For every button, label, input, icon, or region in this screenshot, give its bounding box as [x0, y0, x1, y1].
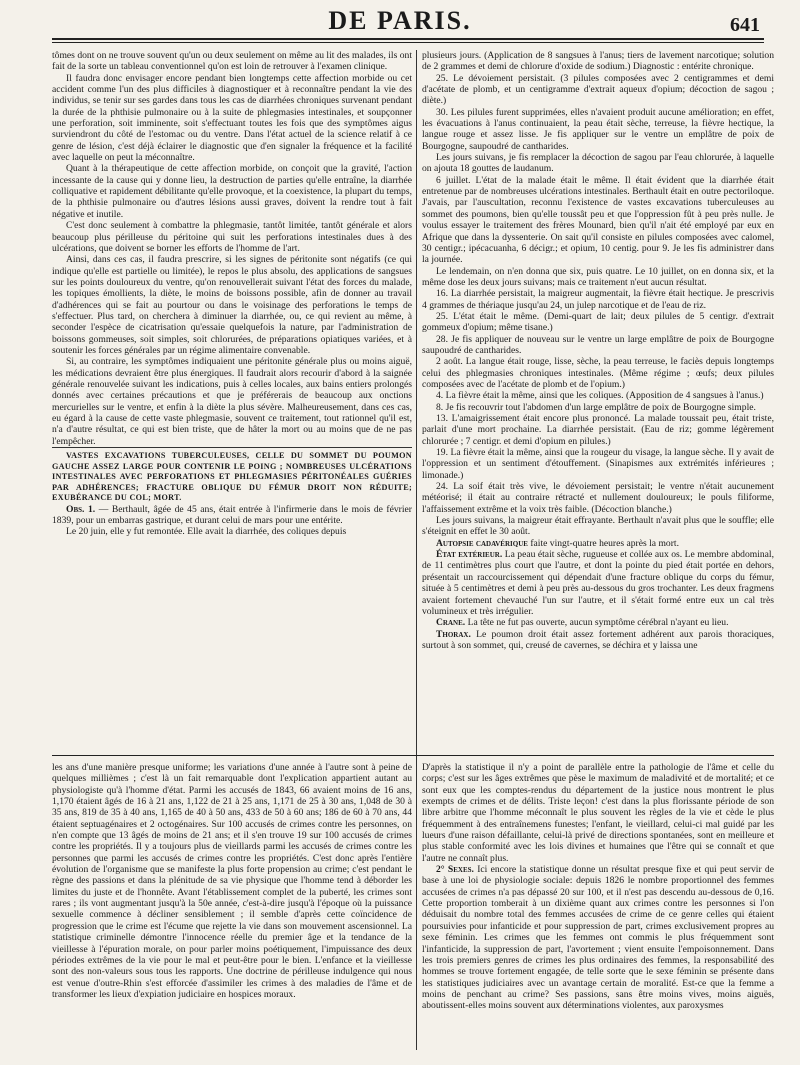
sexes-text: Ici encore la statistique donne un résultat presque fixe et qui peut servir de base à une loi de physiologie sociale: depuis 1826 le nombre proportionnel des femmes accusées de crimes n'a pas dépassé 20 sur 100, et il n'est pas descendu au-dessous de 0,16. Cette proportion tomberait à un dixième quant aux crimes contre les personnes si l'on déduisait du nombre total des femmes accusées de crime de ce genre celles qui étaient poursuivies pour infanticide et pour suppression de part, crimes exclusivement propres au sexe féminin. Les crimes que les femmes ont commis le plus fréquemment sont l'infanticide, la suppression de part, l'avortement ; vient ensuite l'empoisonnement. Dans les trois premiers genres de crimes les plus ordinaires des femmes, la responsabilité des hommes se trouve fortement engagée, de telle sorte que le sexe féminin se présente dans les statistiques judiciaires avec un avantage certain de moralité. Est-ce que la femme a moins de penchant au crime? Ses passions, sans être moins vives, moins aiguës, aboutissent-elles moins souvent aux déterminations violentes, aux paroxysmes	[422, 864, 774, 1012]
sexes-paragraph	[422, 864, 774, 1011]
observation-label: Obs. 1.	[66, 503, 96, 515]
exterior-label: État extérieur.	[436, 549, 503, 561]
paragraph: Le 20 juin, elle y fut remontée. Elle avait la diarrhée, des coliques depuis	[66, 526, 347, 538]
paragraph: 2 août. La langue était rouge, lisse, sèche, la peau terreuse, le faciès depuis longtemps celui des phlegmasies chroniques intestinales. (Même régime ; œufs; deux pilules composées avec de l'acétate de plomb et de l'opium.)	[422, 356, 774, 390]
paragraph: 19. La fièvre était la même, ainsi que la rougeur du visage, la langue sèche. Il y avait de l'oppression et un sentiment d'étouffement. (Sinapismes aux extrémités inférieures ; limonade.)	[422, 447, 774, 481]
thorax-label: Thorax.	[436, 628, 471, 640]
bottom-right-column	[422, 762, 774, 1062]
paragraph: 30. Les pilules furent supprimées, elles n'avaient produit aucune amélioration; en effet, les évacuations à l'anus continuaient, la peau était sèche, terreuse, la fièvre hectique, la langue rouge et assez lisse. Je fis appliquer sur le ventre un emplâtre de poix de Bourgogne, saupoudré de cantharides.	[422, 106, 774, 152]
paragraph: Il faudra donc envisager encore pendant bien longtemps cette affection morbide ou cet accident comme l'un des plus difficiles à diagnostiquer et à reconnaître pendant la vie des individus, se tenir sur ses gardes dans tous les cas de diarrhées chroniques survenant pendant la durée de la phthisie pulmonaire ou à la suite de phlegmasies intestinales, et soupçonner une perforation, soit imminente, soit s'effectuant toutes les fois que des symptômes aigus surviendront du côté de l'estomac ou du ventre. Dans l'état actuel de la science relatif à ce genre de lésion, c'est déjà éclairer le diagnostic que d'en signaler la fréquence et la facilité avec laquelle on peut la méconnaître.	[52, 72, 412, 164]
paragraph: 25. Le dévoiement persistait. (3 pilules composées avec 2 centigrammes et demi d'acétate de plomb, et un centigramme d'extrait aqueux d'opium; décoction de sagou ; diète.)	[422, 72, 774, 107]
paragraph: Ainsi, dans ces cas, il faudra prescrire, si les signes de péritonite sont négatifs (ce qui indique qu'elle est partielle ou limitée), le repos le plus absolu, des applications de sangsues sur les points douloureux du ventre, qu'on renouvellerait suivant l'état des forces du malade, les topiques émollients, la diète, le moins de boissons possible, afin de donner au travail d'adhérences qui se fait au pourtour ou dans le voisinage des perforations le temps de s'effectuer. Plus tard, on cherchera à diminuer la diarrhée, ou, ce qui revient au même, à seconder l'espèce de cicatrisation qu'essaie quelquefois la nature, par l'administration de boissons gommeuses, soit simples, soit chlorurées, de préparations opiatiques variées, et à soutenir les forces générales par un régime alimentaire convenable.	[52, 254, 412, 356]
thorax-paragraph	[422, 629, 774, 652]
right-column	[422, 50, 774, 750]
paragraph: 6 juillet. L'état de la malade était le même. Il était évident que la diarrhée était entretenue par de nombreuses ulcérations intestinales. Berthault était en outre pectoriloque. J'avais, par l'auscultation, reconnu l'existence de vastes excavations tuberculeuses au sommet des poumons, bien qu'elle toussât peu et que l'oppression fût à peu près nulle. Je voulus essayer le traitement des frères Mounard, bien qu'il n'ait été employé par eux en Afrique que dans la dyssenterie. On sait qu'il consiste en pilules composées avec calomel, 30 centigr.; ipécacuanha, 6 décigr.; et opium, 10 centig. pour 9. Je les fis administrer dans la journée.	[422, 174, 774, 266]
crane-paragraph	[422, 617, 774, 628]
paragraph: 25. L'état était le même. (Demi-quart de lait; deux pilules de 5 centigr. d'extrait gommeux d'opium; même tisane.)	[422, 310, 774, 334]
paragraph: plusieurs jours. (Application de 8 sangsues à l'anus; tiers de lavement narcotique; solution de 2 grammes et demi de chlorure d'oxide de sodium.) Diagnostic : entérite chronique.	[422, 50, 774, 73]
autopsy-label: Autopsie cadavérique	[436, 537, 528, 549]
autopsy-paragraph	[422, 538, 774, 549]
masthead: DE PARIS.	[328, 6, 472, 35]
paragraph: Si, au contraire, les symptômes indiquaient une péritonite générale plus ou moins aiguë, les médications devraient être plus énergiques. Il faudrait alors recourir d'abord à la saignée générale renouvelée suivant les indications, puis à celles locales, aux bains entiers prolongés donnés avec certaines précautions et que je préférerais de beaucoup aux onctions mercurielles sur le ventre, et enfin à la diète la plus sévère. Malheureusement, dans ces cas, eu égard à la cause de cette vaste phlegmasie, souvent ce traitement, tout rationnel qu'il est, n'a d'autre résultat, ce qui est bien triste, que de hâter la mort ou au moins que de ne pas l'empêcher.	[52, 356, 412, 447]
paragraph: C'est donc seulement à combattre la phlegmasie, tantôt limitée, tantôt générale et alors beaucoup plus périlleuse du péritoine qui suit les perforations intestinales dues à des ulcérations, que doivent se borner les efforts de l'homme de l'art.	[52, 220, 412, 254]
column-divider	[416, 50, 417, 1050]
paragraph: les ans d'une manière presque uniforme; les variations d'une année à l'autre sont à peine de quelques millièmes ; c'est là un fait remarquable dont l'explication appartient autant au physiologiste qu'à l'homme d'état. Parmi les accusés de 1843, 66 avaient moins de 16 ans, 1,170 étaient âgés de 16 à 21 ans, 1,122 de 21 à 25 ans, 1,171 de 25 à 30 ans, 1,048 de 30 à 35 ans, 819 de 35 à 40 ans, 1,165 de 40 à 50 ans, 433 de 50 à 60 ans; 186 de 60 à 70 ans, 44 étaient septuagénaires et 2 octogénaires. Sur 100 accusés de crimes contre les personnes, on n'en compte que 13 âgés de moins de 21 ans; et il s'en trouve 19 sur 100 accusés de crimes contre les propriétés. Il y a toujours plus de vieillards parmi les accusés de crimes contre les personnes que parmi les accusés de crimes contre les propriétés. C'est donc après l'entière évolution de l'organisme que se manifeste la plus forte propension au crime; c'est pendant le règne des passions et dans la plénitude de sa vie physique que l'homme tend à déborder les limites du juste et de l'honnête. Avant l'établissement complet de la puberté, les crimes sont rares ; ils vont augmentant jusqu'à la 50e année, c'est-à-dire jusqu'à l'époque où la puissance sexuelle commence à décliner sensiblement ; il semble d'après cette coïncidence de progression que le crime est l'écume que rejette la vie dans son mouvement ascensionnel. La statistique criminelle démontre l'innocence réelle du premier âge et la tendance de la vieillesse à l'épuration morale, on pour parler moins poétiquement, l'impuissance des deux périodes extrêmes de la vie pour le mal et peut-être pour le bien. L'enfance et la vieillesse sont des non-valeurs sous tous les rapports. Une doctrine de périlleuse indulgence qui nous est venue d'outre-Rhin s'est efforcée d'assimiler les crimes à des maladies de l'âme et de transformer les lieux d'expiation judiciaire en hospices moraux.	[52, 762, 412, 1000]
paragraph: Les jours suivans, je fis remplacer la décoction de sagou par l'eau chlorurée, à laquelle on ajouta 18 gouttes de laudanum.	[422, 152, 774, 175]
exterior-text: La peau était sèche, rugueuse et collée aux os. Le membre abdominal, de 11 centimètres plus court que l'autre, et dont la pointe du pied était portée en dehors, présentait un raccourcissement qui dépendait d'une fracture oblique du corps du fémur, située à 5 centimètres et demi à peu près au-dessous du gros trochanter. Les deux fragmens avaient fortement chevauché l'un sur l'autre, et il s'était formé entre eux un cal très volumineux et très irrégulier.	[422, 549, 774, 617]
paragraph: Quant à la thérapeutique de cette affection morbide, on conçoit que la gravité, l'action incessante de la cause qui y donne lieu, la destruction de parties qu'elle entraîne, la diarrhée colliquative et rapidement débilitante qu'elle provoque, et la coexistence, la plupart du temps, de la phthisie pulmonaire ou d'autres lésions aussi graves, doivent la rendre tout à fait négative et inutile.	[52, 163, 412, 220]
header-rule	[52, 38, 764, 43]
exterior-paragraph	[422, 549, 774, 617]
paragraph: 13. L'amaigrissement était encore plus prononcé. La malade toussait peu, était triste, parlait d'une mort prochaine. La diarrhée persistait. (Eau de riz; gomme légèrement chlorurée ; 7 centigr. et demi d'opium en pilules.)	[422, 413, 774, 447]
crane-label: Crane.	[436, 617, 466, 629]
section-rule	[52, 755, 774, 756]
paragraph: 24. La soif était très vive, le dévoiement persistait; le ventre n'était aucunement météorisé; il était au contraire rétracté et nullement douloureux; le pouls filiforme, l'affaissement extrême et la voix très faible. (Décoction blanche.)	[422, 481, 774, 515]
observation-paragraph	[52, 504, 412, 527]
bottom-left-column	[52, 762, 412, 1062]
autopsy-text: faite vingt-quatre heures après la mort.	[530, 537, 679, 549]
sexes-label: 2° Sexes.	[436, 864, 474, 876]
paragraph: Le lendemain, on n'en donna que six, puis quatre. Le 10 juillet, on en donna six, et la même dose les deux jours suivans; mais ce traitement n'eut aucun résultat.	[422, 265, 774, 288]
paragraph: 8. Je fis recouvrir tout l'abdomen d'un large emplâtre de poix de Bourgogne simple.	[436, 401, 756, 413]
paragraph: tômes dont on ne trouve souvent qu'un ou deux seulement on même au lit des malades, ils ont fait de la sorte un tableau conventionnel qu'on est loin de retrouver à l'examen clinique.	[52, 50, 412, 73]
left-column	[52, 50, 412, 750]
section-heading: VASTES EXCAVATIONS TUBERCULEUSES, CELLE DU SOMMET DU POUMON GAUCHE ASSEZ LARGE POUR CONTENIR LE POING ; NOMBREUSES ULCÉRATIONS INTESTINALES AVEC PERFORATIONS ET PHLEGMASIES PÉRITONÉALES GUÉRIES PAR ADHÉRENCES; FRACTURE OBLIQUE DU FÉMUR DROIT NON RÉDUITE; EXUBÉRANCE DU COL; MORT.	[52, 447, 412, 504]
observation-text: — Berthault, âgée de 45 ans, était entrée à l'infirmerie dans le mois de février 1839, pour un embarras gastrique, et durant celui de mars pour une entérite.	[52, 503, 412, 526]
paragraph: Les jours suivans, la maigreur était effrayante. Berthault n'avait plus que le souffle; elle s'éteignit en effet le 30 août.	[422, 515, 774, 538]
crane-text: La tête ne fut pas ouverte, aucun symptôme cérébral n'ayant eu lieu.	[467, 617, 729, 629]
thorax-text: Le poumon droit était assez fortement adhérent aux parois thoraciques, surtout à son sommet, qui, creusé de cavernes, se déchira et y laissa une	[422, 628, 774, 651]
paragraph: 4. La fièvre était la même, ainsi que les coliques. (Apposition de 4 sangsues à l'anus.)	[436, 390, 764, 402]
paragraph: 16. La diarrhée persistait, la maigreur augmentait, la fièvre était hectique. Je prescrivis 4 grammes de thériaque jusqu'au 24, un julep narcotique et de l'eau de riz.	[422, 288, 774, 311]
paragraph: D'après la statistique il n'y a point de parallèle entre la pathologie de l'âme et celle du corps; c'est sur les âges extrêmes que pèse le maximum de maladivité et de mortalité; et ce sont eux que les comptes-rendus du département de la justice nous montrent le plus exempts de crimes et de délits. Triste leçon! c'est dans la plus florissante période de son libre arbitre que l'homme méconnaît le plus souvent les règles de la vie et cède le plus fréquemment à des entraînemens funestes; l'enfant, le vieillard, celui-ci mal guidé par les lueurs d'une raison défaillante, celui-là privé de directions spontanées, sont en meilleure et plus stable conformité avec les lois divines et humaines que l'être qui se connaît et que l'autre ne connaît plus.	[422, 762, 774, 864]
paragraph: 28. Je fis appliquer de nouveau sur le ventre un large emplâtre de poix de Bourgogne saupoudré de cantharides.	[422, 333, 774, 356]
page-number: 641	[730, 14, 760, 36]
